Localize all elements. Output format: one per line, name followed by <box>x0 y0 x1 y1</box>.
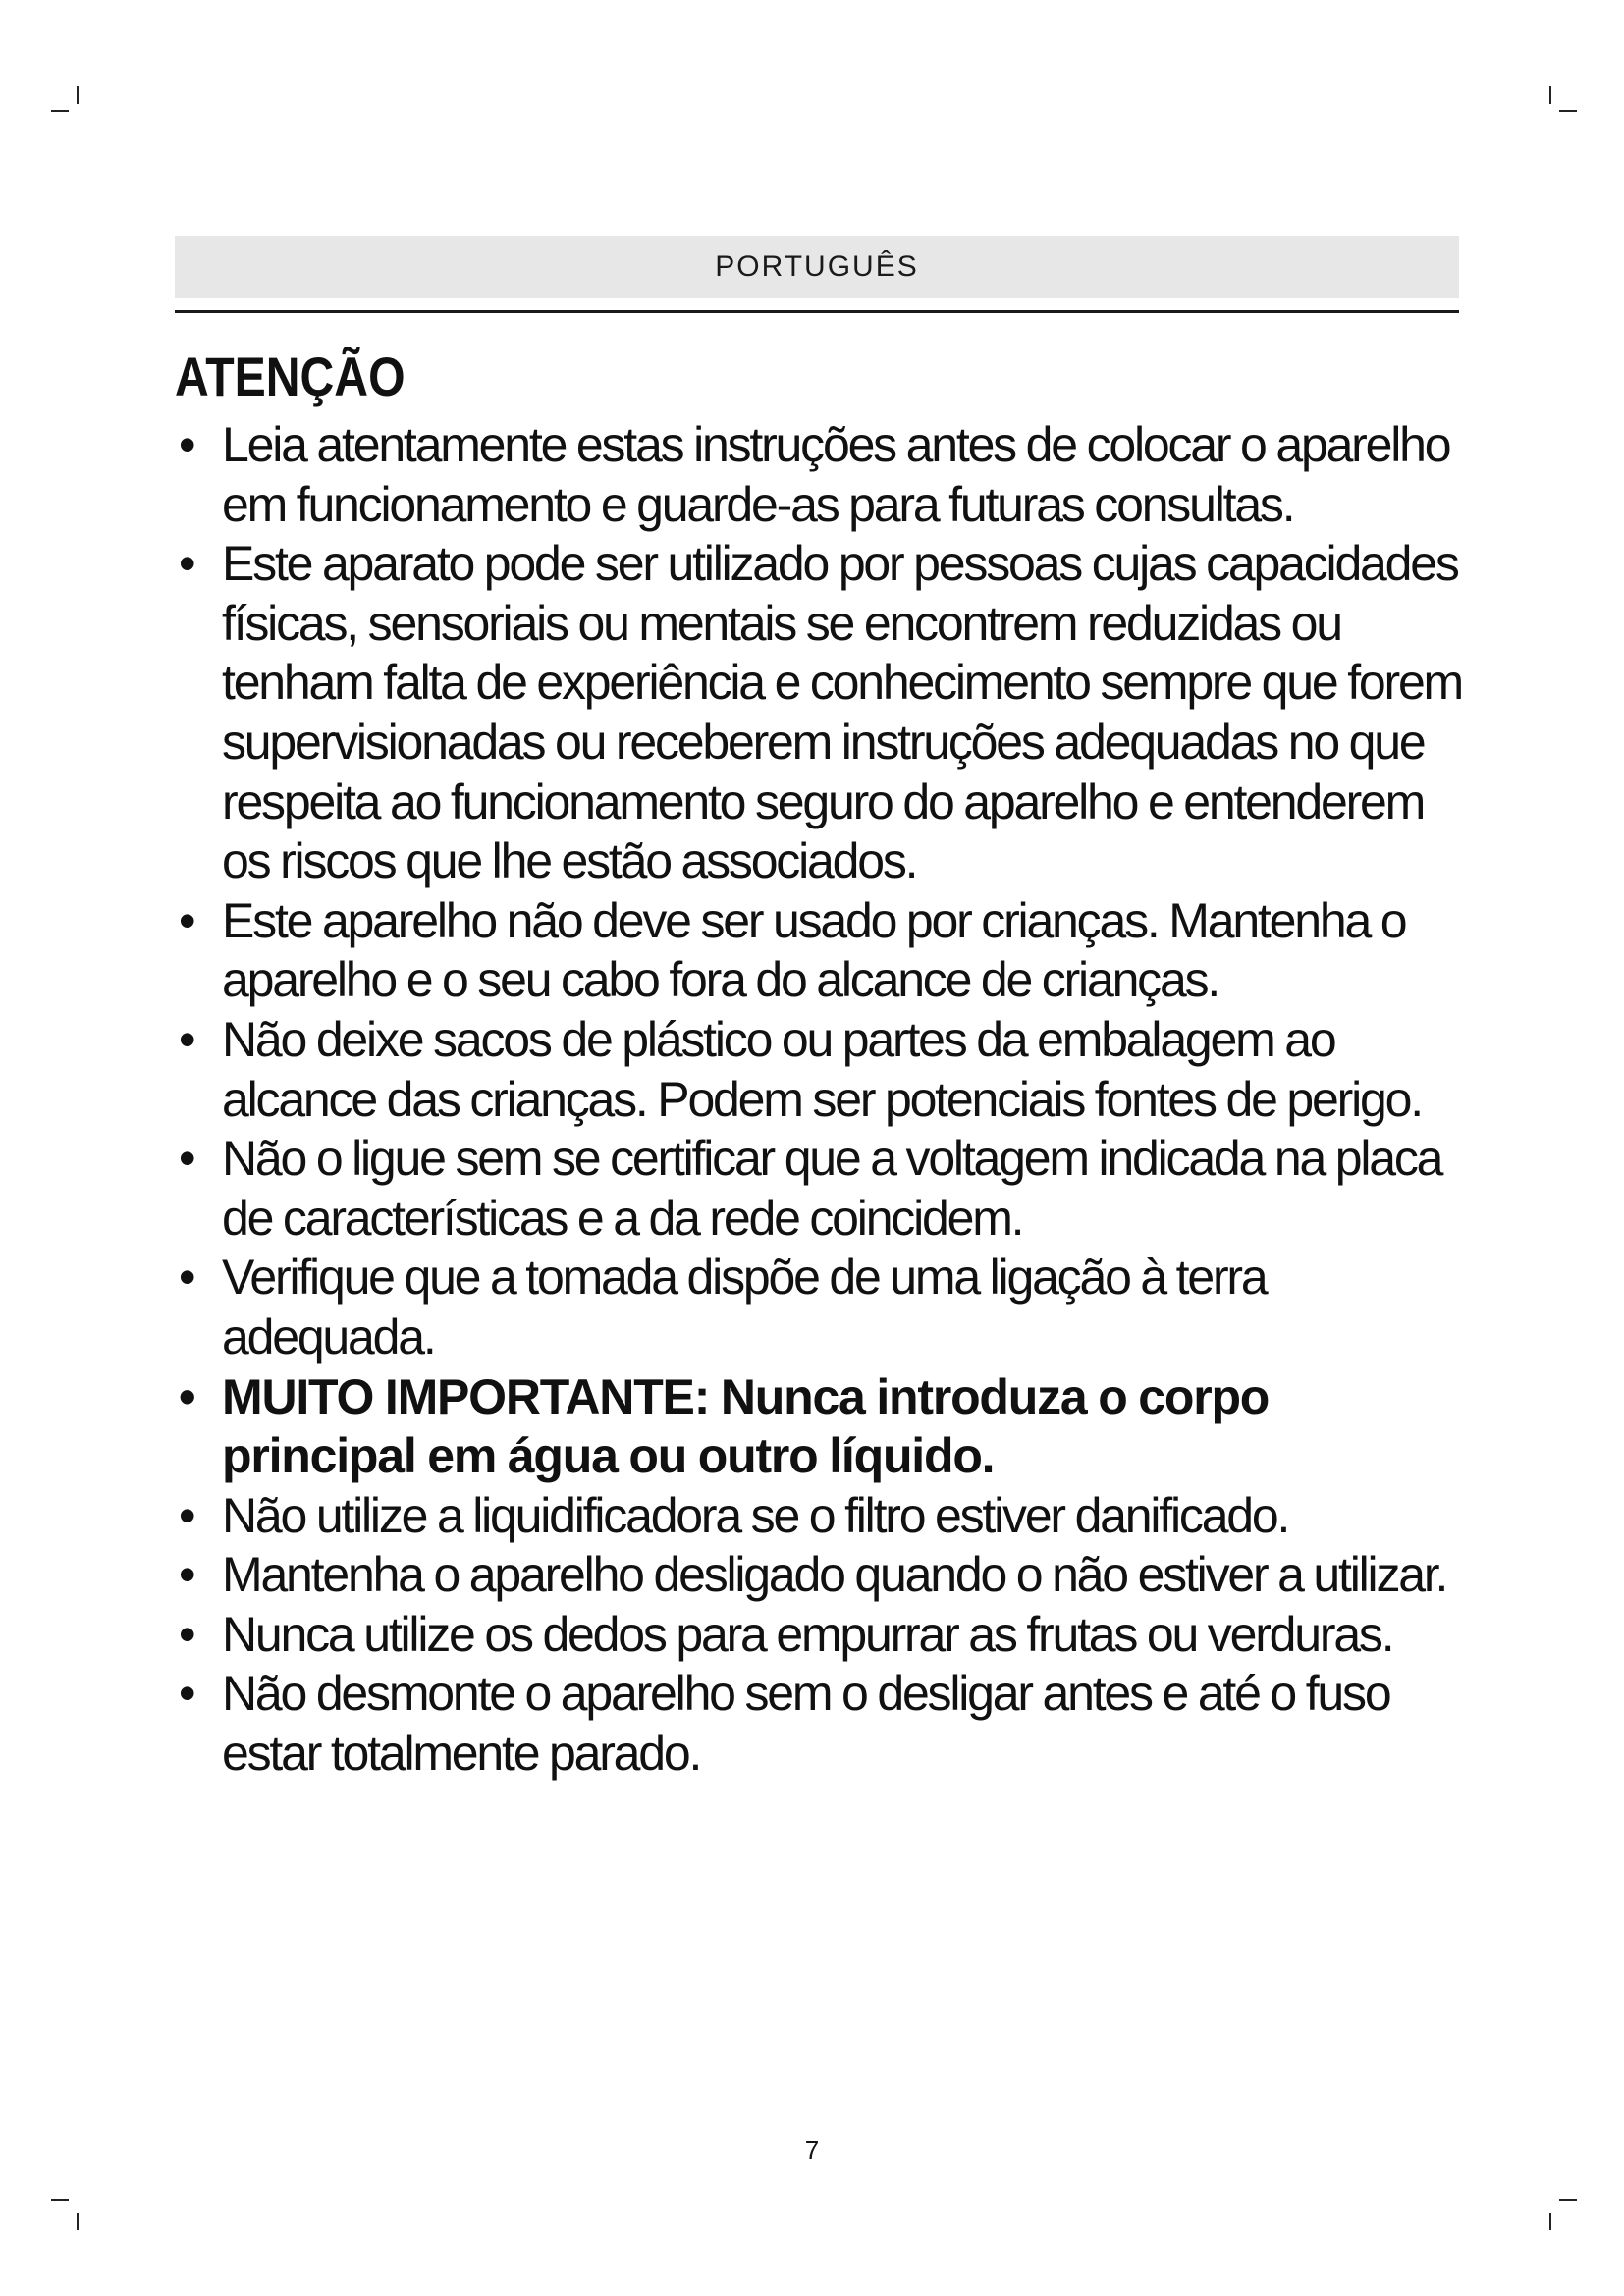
page-number: 7 <box>804 2135 820 2164</box>
bullet-icon: • <box>179 1666 196 1722</box>
list-item-text: Não desmonte o aparelho sem o desligar antes e até o fuso estar totalmente parado. <box>222 1666 1390 1782</box>
list-item-text: Mantenha o aparelho desligado quando o não estiver a utilizar. <box>222 1547 1447 1603</box>
list-item <box>175 415 1471 534</box>
bullet-icon: • <box>179 417 196 472</box>
crop-mark-bottom-right-h <box>1559 2199 1577 2201</box>
list-item-text: Este aparato pode ser utilizado por pessoas cujas capacidades físicas, sensoriais ou mentais se encontrem reduzidas ou tenham falta de experiência e conhecimento sempre que forem supervisionadas ou receberem instruções adequadas no que respeita ao funcionamento seguro do aparelho e entenderem os riscos que lhe estão associados. <box>222 536 1463 889</box>
list-item-text: Este aparelho não deve ser usado por crianças. Mantenha o aparelho e o seu cabo fora do alcance de crianças. <box>222 892 1406 1008</box>
list-item-text: Não utilize a liquidificadora se o filtro estiver danificado. <box>222 1487 1289 1543</box>
bullet-icon: • <box>179 1547 196 1603</box>
list-item-text: Leia atentamente estas instruções antes de colocar o aparelho em funcionamento e guarde-as para futuras consultas. <box>222 417 1450 532</box>
list-item <box>175 1010 1471 1129</box>
list-item <box>175 1129 1471 1248</box>
list-item-text: MUITO IMPORTANTE: Nunca introduza o corpo principal em água ou outro líquido. <box>222 1368 1270 1484</box>
bullet-icon: • <box>179 1131 196 1187</box>
bullet-icon: • <box>179 1487 196 1543</box>
crop-mark-top-right-v <box>1549 86 1551 104</box>
list-item <box>175 1486 1471 1546</box>
crop-mark-bottom-left-v <box>77 2213 79 2230</box>
crop-mark-bottom-right-v <box>1549 2213 1551 2230</box>
list-item-text: Não deixe sacos de plástico ou partes da embalagem ao alcance das crianças. Podem ser potenciais fontes de perigo. <box>222 1011 1422 1127</box>
list-item-important <box>175 1367 1471 1486</box>
crop-mark-top-left-v <box>77 86 79 104</box>
list-item-text: Nunca utilize os dedos para empurrar as frutas ou verduras. <box>222 1606 1393 1662</box>
bullet-icon: • <box>179 536 196 592</box>
bullet-icon: • <box>179 892 196 948</box>
list-item <box>175 891 1471 1010</box>
bullet-icon: • <box>179 1368 196 1424</box>
list-item <box>175 1664 1471 1783</box>
language-label: PORTUGUÊS <box>715 250 919 283</box>
list-item <box>175 1545 1471 1605</box>
crop-mark-top-right-h <box>1559 110 1577 112</box>
warning-list <box>175 415 1471 1784</box>
language-header <box>175 236 1459 298</box>
bullet-icon: • <box>179 1011 196 1067</box>
list-item-text: Não o ligue sem se certificar que a voltagem indicada na placa de características e a da rede coincidem. <box>222 1131 1442 1246</box>
crop-mark-top-left-h <box>51 110 69 112</box>
list-item <box>175 1248 1471 1366</box>
bullet-icon: • <box>179 1250 196 1306</box>
list-item <box>175 1605 1471 1665</box>
header-divider <box>175 310 1459 313</box>
list-item <box>175 534 1471 891</box>
crop-mark-bottom-left-h <box>51 2199 69 2201</box>
section-title: ATENÇÃO <box>175 346 406 407</box>
bullet-icon: • <box>179 1606 196 1662</box>
list-item-text: Verifique que a tomada dispõe de uma ligação à terra adequada. <box>222 1250 1267 1364</box>
